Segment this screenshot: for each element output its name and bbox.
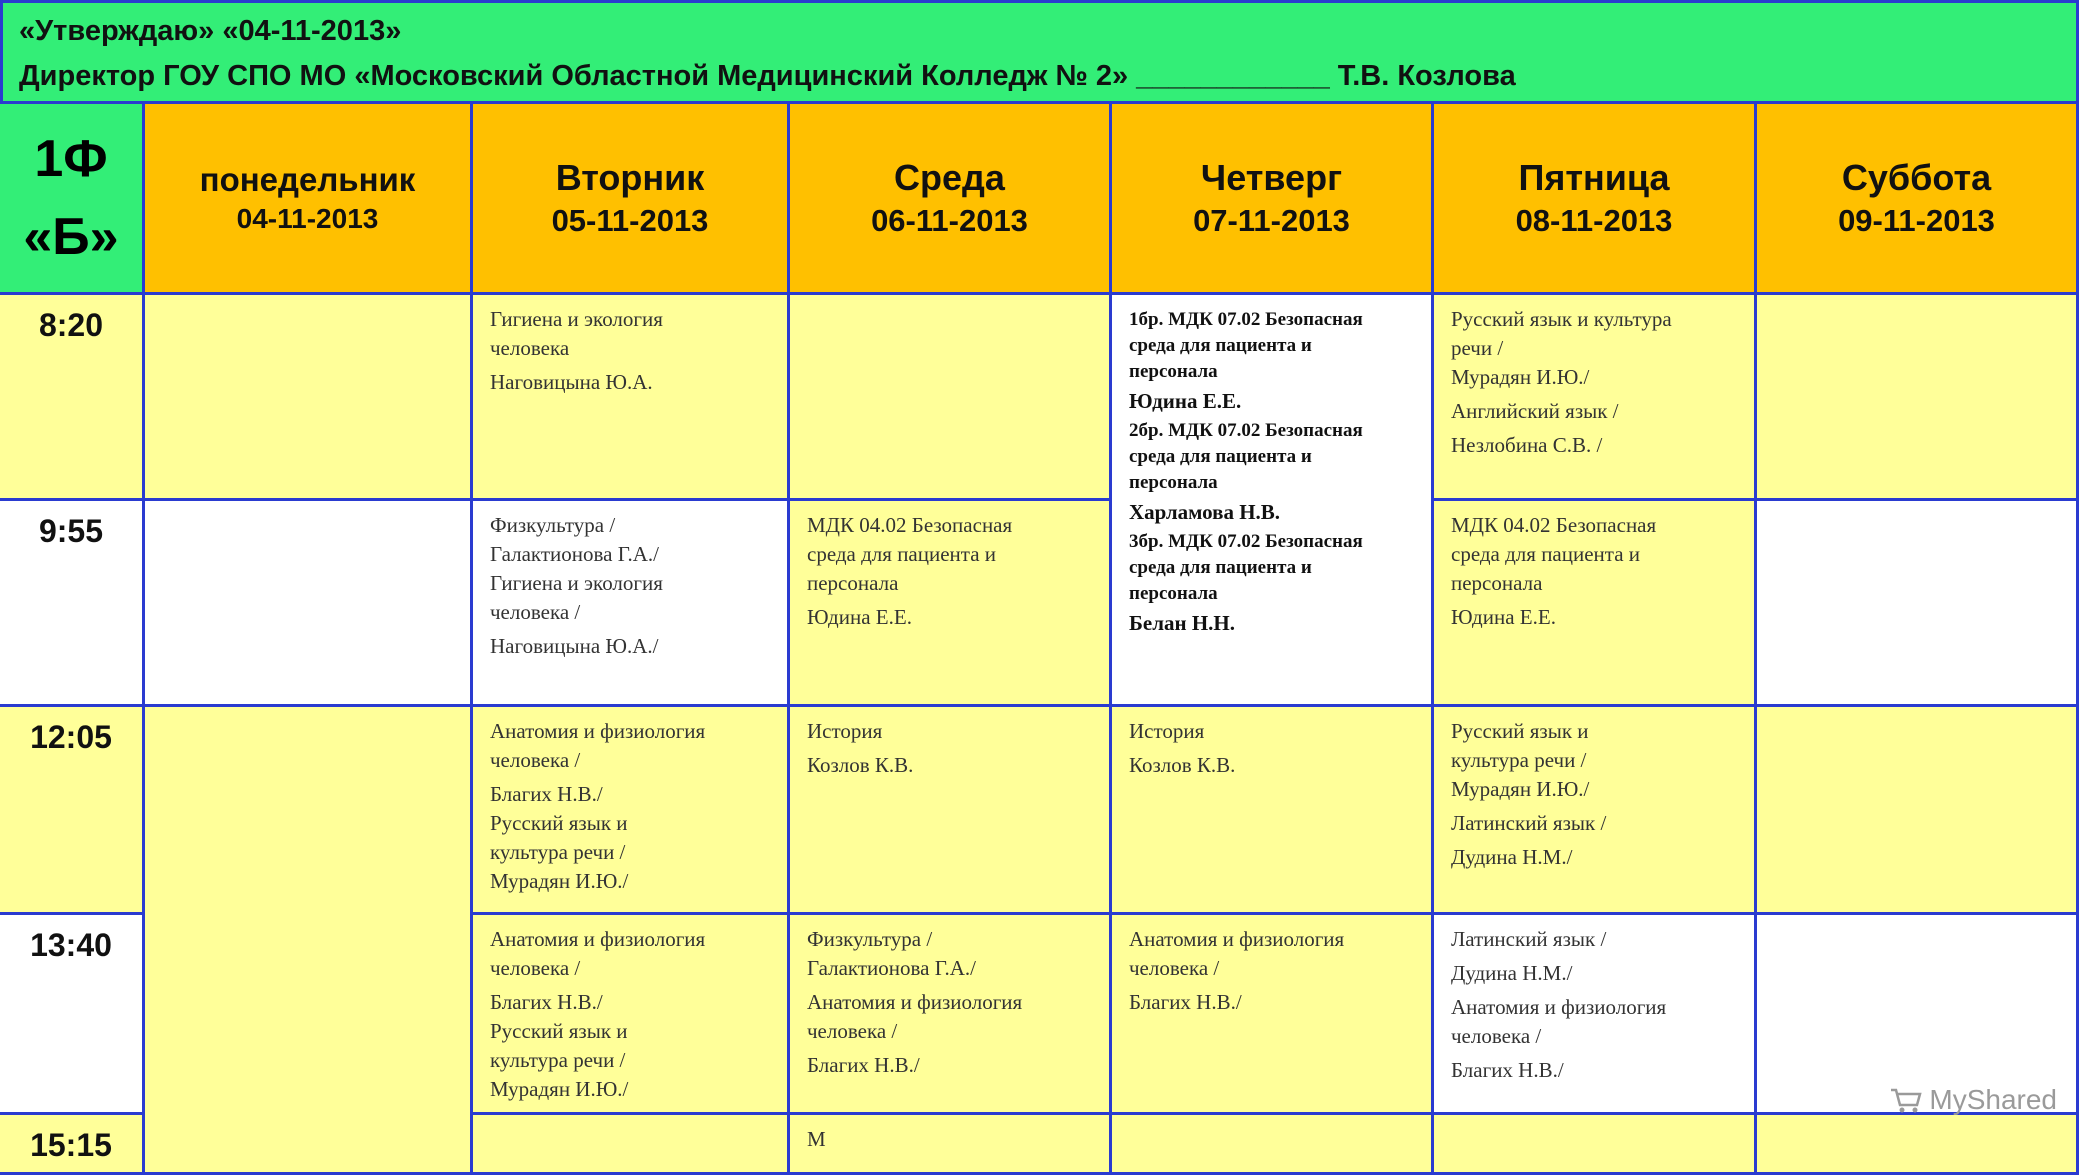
lesson-subject: МДК 04.02 Безопасная среда для пациента и персонала	[807, 513, 1013, 595]
day-name: понедельник	[199, 161, 416, 198]
day-date: 08-11-2013	[1515, 203, 1673, 238]
approval-line: «Утверждаю» «04-11-2013»	[19, 15, 402, 47]
lesson-subject: Английский язык /	[1451, 399, 1619, 423]
lesson-subject: М	[807, 1127, 826, 1151]
lesson-teacher: Козлов К.В.	[1129, 753, 1236, 777]
lesson-cell-empty	[145, 1115, 473, 1175]
lesson-teacher: Благих Н.В./ Русский язык и культура речи / Мурадян И.Ю./	[490, 782, 629, 893]
lesson-subject: Русский язык и культура речи / Мурадян И.Ю./	[1451, 719, 1590, 801]
lesson-cell-subgroups	[1112, 295, 1434, 707]
day-name: Суббота	[1841, 157, 1992, 198]
cart-icon	[1889, 1086, 1923, 1114]
lesson-teacher: Козлов К.В.	[807, 753, 914, 777]
schedule-table	[0, 104, 2079, 1163]
group-cell	[0, 104, 145, 295]
lesson-cell-empty	[145, 707, 473, 1175]
lesson-teacher: Дудина Н.М./	[1451, 961, 1573, 985]
lesson-cell	[1112, 915, 1434, 1115]
lesson-subject: История	[807, 719, 883, 743]
day-header-fri	[1434, 104, 1757, 295]
lesson-cell	[1434, 707, 1757, 915]
lesson-subject: Анатомия и физиология человека /	[807, 990, 1023, 1043]
day-name: Среда	[894, 157, 1005, 198]
lesson-teacher: Незлобина С.В. /	[1451, 433, 1603, 457]
lesson-cell	[473, 501, 790, 707]
lesson-teacher: Благих Н.В./ Русский язык и культура речи / Мурадян И.Ю./	[490, 990, 629, 1101]
lesson-subject: Анатомия и физиология человека /	[490, 719, 706, 772]
watermark-logo	[1889, 1084, 2057, 1116]
approval-header	[0, 0, 2079, 104]
time-cell: 9:55	[0, 501, 145, 707]
group-code: 1Ф	[34, 130, 108, 188]
lesson-teacher: Юдина Е.Е.	[1451, 605, 1556, 629]
day-date: 04-11-2013	[236, 203, 379, 234]
time-cell: 8:20	[0, 295, 145, 501]
day-header-mon	[145, 104, 473, 295]
day-header-tue	[473, 104, 790, 295]
lesson-teacher: Юдина Е.Е.	[807, 605, 912, 629]
day-date: 06-11-2013	[871, 203, 1028, 238]
lesson-subject: 2бр. МДК 07.02 Безопасная среда для пациента и персонала	[1129, 420, 1363, 493]
watermark-text: MyShared	[1929, 1084, 2057, 1115]
day-header-wed	[790, 104, 1112, 295]
lesson-cell	[473, 915, 790, 1115]
time-cell: 15:15	[0, 1115, 145, 1175]
lesson-cell-empty	[145, 295, 473, 501]
time-cell: 13:40	[0, 915, 145, 1115]
director-line: Директор ГОУ СПО МО «Московский Областной Медицинский Колледж № 2» ____________ Т.В. Козлова	[19, 60, 1516, 92]
lesson-cell-empty	[1757, 707, 2079, 915]
lesson-subject: 3бр. МДК 07.02 Безопасная среда для пациента и персонала	[1129, 531, 1363, 604]
lesson-teacher: Харламова Н.В.	[1129, 500, 1281, 524]
lesson-cell	[473, 707, 790, 915]
lesson-subject: Русский язык и культура речи /	[1451, 307, 1672, 360]
lesson-teacher: Дудина Н.М./	[1451, 845, 1573, 869]
lesson-cell	[1112, 707, 1434, 915]
lesson-teacher: Благих Н.В./	[807, 1053, 920, 1077]
day-name: Пятница	[1518, 157, 1670, 198]
day-date: 07-11-2013	[1193, 203, 1350, 238]
day-name: Четверг	[1200, 157, 1343, 198]
lesson-subject: Физкультура / Галактионова Г.А./ Гигиена и экология человека /	[490, 513, 663, 624]
lesson-subject: 1бр. МДК 07.02 Безопасная среда для пациента и персонала	[1129, 309, 1363, 382]
lesson-cell	[1434, 295, 1757, 501]
lesson-cell-empty	[145, 501, 473, 707]
lesson-cell-empty	[1434, 1115, 1757, 1175]
time-cell: 12:05	[0, 707, 145, 915]
lesson-teacher: Благих Н.В./	[1129, 990, 1242, 1014]
lesson-teacher: Наговицына Ю.А.	[490, 370, 653, 394]
lesson-subject: История	[1129, 719, 1205, 743]
lesson-subject: МДК 04.02 Безопасная среда для пациента и персонала	[1451, 513, 1657, 595]
day-name: Вторник	[555, 157, 705, 198]
lesson-cell-empty	[790, 295, 1112, 501]
lesson-subject: Анатомия и физиология человека /	[1451, 995, 1667, 1048]
lesson-teacher: Мурадян И.Ю./	[1451, 365, 1590, 389]
lesson-cell	[1434, 915, 1757, 1115]
day-header-thu	[1112, 104, 1434, 295]
group-letter: «Б»	[23, 208, 119, 266]
lesson-cell	[790, 915, 1112, 1115]
lesson-subject: Физкультура / Галактионова Г.А./	[807, 927, 976, 980]
lesson-cell	[790, 1115, 1112, 1175]
lesson-subject: Анатомия и физиология человека /	[1129, 927, 1345, 980]
lesson-subject: Латинский язык /	[1451, 927, 1607, 951]
lesson-teacher: Наговицына Ю.А./	[490, 634, 659, 658]
lesson-subject: Анатомия и физиология человека /	[490, 927, 706, 980]
lesson-cell-empty	[1112, 1115, 1434, 1175]
lesson-cell-empty	[1757, 501, 2079, 707]
lesson-teacher: Белан Н.Н.	[1129, 611, 1236, 635]
lesson-cell	[790, 707, 1112, 915]
lesson-cell	[790, 501, 1112, 707]
day-header-sat	[1757, 104, 2079, 295]
day-date: 09-11-2013	[1838, 203, 1995, 238]
day-date: 05-11-2013	[551, 203, 709, 238]
lesson-cell	[473, 295, 790, 501]
lesson-cell-empty	[1757, 1115, 2079, 1175]
lesson-cell-empty	[1757, 295, 2079, 501]
lesson-teacher: Благих Н.В./	[1451, 1058, 1564, 1082]
lesson-subject: Гигиена и экология человека	[490, 307, 663, 360]
lesson-cell	[1434, 501, 1757, 707]
lesson-teacher: Юдина Е.Е.	[1129, 389, 1242, 413]
lesson-teacher: Латинский язык /	[1451, 811, 1607, 835]
lesson-cell-empty	[473, 1115, 790, 1175]
